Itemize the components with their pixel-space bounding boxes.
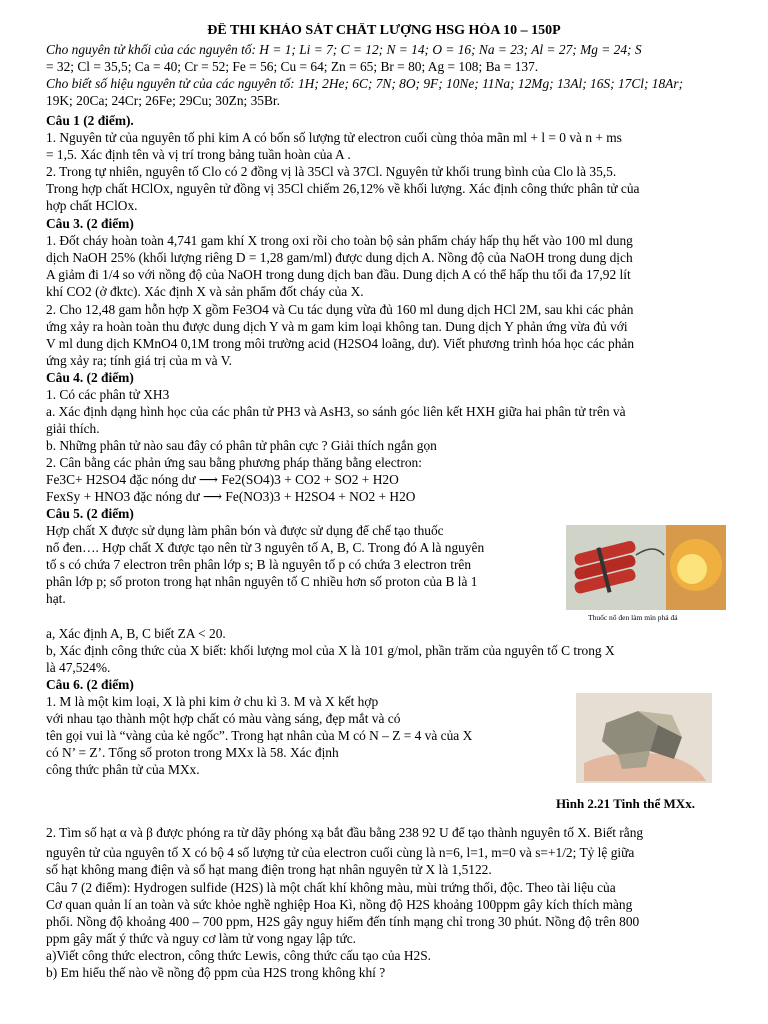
atomic-number-line: Cho biết số hiệu nguyên tử của các nguyên tố: 1H; 2He; 6C; 7N; 8O; 9F; 10Ne; 11Na; 12Mg; 13Al; 16S; 17Cl; 18Ar; — [46, 76, 684, 91]
question-text: 1. Đốt cháy hoàn toàn 4,741 gam khí X trong oxi rồi cho toàn bộ sản phẩm cháy hấp thụ hết vào 100 ml dung — [46, 233, 633, 248]
question-text: A giảm đi 1/4 so với nồng độ của NaOH trong dung dịch ban đầu. Dung dịch A có thể hấp thu tối đa 17,92 lít — [46, 267, 631, 282]
page-title: ĐỀ THI KHẢO SÁT CHẤT LƯỢNG HSG HÓA 10 – 150P — [207, 23, 561, 38]
question-text: Trong hợp chất HClOx, nguyên tử đồng vị 35Cl chiếm 26,12% về khối lượng. Xác định công thức phân tử của — [46, 181, 640, 196]
question-text: với nhau tạo thành một hợp chất có màu vàng sáng, đẹp mắt và có — [46, 711, 401, 726]
question-text: ứng xảy ra hoàn toàn thu được dung dịch Y và m gam kim loại không tan. Dung dịch Y phản ứng vừa đủ với — [46, 319, 628, 334]
question-text: a)Viết công thức electron, công thức Lewis, công thức cấu tạo của H2S. — [46, 948, 431, 963]
question-1-heading: Câu 1 (2 điểm). — [46, 113, 134, 128]
question-text: công thức phân tử của MXx. — [46, 762, 200, 777]
question-4-heading: Câu 4. (2 điểm) — [46, 370, 134, 385]
question-text: là 47,524%. — [46, 660, 111, 675]
atomic-number-line: 19K; 20Ca; 24Cr; 26Fe; 29Cu; 30Zn; 35Br. — [46, 93, 280, 108]
question-text: a, Xác định A, B, C biết ZA < 20. — [46, 626, 226, 641]
question-text: nguyên tử của nguyên tố X có bộ 4 số lượng tử của electron cuối cùng là n=6, l=1, m=0 và s=+1/2; Tỷ lệ giữa — [46, 845, 635, 860]
question-5-heading: Câu 5. (2 điểm) — [46, 506, 134, 521]
question-text: hợp chất HClOx. — [46, 198, 138, 213]
question-text: tố s có chứa 7 electron trên phân lớp s; B là nguyên tố p có chứa 3 electron trên — [46, 557, 472, 572]
question-text: 2. Cân bằng các phản ứng sau bằng phương pháp thăng bằng electron: — [46, 455, 422, 470]
question-text: hạt. — [46, 591, 66, 606]
equation-line: FexSy + HNO3 đặc nóng dư ⟶ Fe(NO3)3 + H2SO4 + NO2 + H2O — [46, 489, 416, 504]
question-6-heading: Câu 6. (2 điểm) — [46, 677, 134, 692]
question-text: nổ đen…. Hợp chất X được tạo nên từ 3 nguyên tố A, B, C. Trong đó A là nguyên — [46, 540, 485, 555]
question-text: phổi. Nồng độ khoảng 400 – 700 ppm, H2S gây nguy hiểm đến tính mạng chỉ trong 30 phút. Nồng độ trên 800 — [46, 914, 640, 929]
question-text: giải thích. — [46, 421, 100, 436]
question-text: a. Xác định dạng hình học của các phân tử PH3 và AsH3, so sánh góc liên kết HXH giữa hai phân tử trên và — [46, 404, 626, 419]
question-text: V ml dung dịch KMnO4 0,1M trong môi trường acid (H2SO4 loãng, dư). Viết phương trình hóa học các phản — [46, 336, 635, 351]
question-text: phân lớp p; số proton trong hạt nhân nguyên tố C nhiều hơn số proton của B là 1 — [46, 574, 478, 589]
question-3-heading: Câu 3. (2 điểm) — [46, 216, 134, 231]
atomic-mass-line: = 32; Cl = 35,5; Ca = 40; Cr = 52; Fe = 56; Cu = 64; Zn = 65; Br = 80; Ag = 108; Ba = 137. — [46, 59, 539, 74]
question-text: 1. Có các phân tử XH3 — [46, 387, 170, 402]
question-text: b) Em hiểu thế nào về nồng độ ppm của H2S trong không khí ? — [46, 965, 386, 980]
question-text: dịch NaOH 25% (khối lượng riêng D = 1,28 gam/ml) được dung dịch A. Nồng độ của NaOH trong dung dịch — [46, 250, 633, 265]
question-text: = 1,5. Xác định tên và vị trí trong bảng tuần hoàn của A . — [46, 147, 351, 162]
pyrite-caption: Hình 2.21 Tinh thể MXx. — [556, 796, 695, 811]
equation-line: Fe3C+ H2SO4 đặc nóng dư ⟶ Fe2(SO4)3 + CO2 + SO2 + H2O — [46, 472, 399, 487]
question-text: 2. Cho 12,48 gam hỗn hợp X gồm Fe3O4 và Cu tác dụng vừa đủ 160 ml dung dịch HCl 2M, sau khi các phản — [46, 302, 634, 317]
question-text: tên gọi vui là “vàng của kẻ ngốc”. Trong hạt nhân của M có N – Z = 4 và của X — [46, 728, 473, 743]
atomic-mass-line: Cho nguyên tử khối của các nguyên tố: H = 1; Li = 7; C = 12; N = 14; O = 16; Na = 23; Al = 27; Mg = 24; S — [46, 42, 642, 57]
question-text: b, Xác định công thức của X biết: khối lượng mol của X là 101 g/mol, phần trăm của nguyên tố C trong X — [46, 643, 615, 658]
question-7-text: Câu 7 (2 điểm): Hydrogen sulfide (H2S) là một chất khí không màu, mùi trứng thối, độc. Theo tài liệu của — [46, 880, 616, 895]
dynamite-caption: Thuốc nổ đen làm mìn phá đá — [588, 613, 678, 622]
question-text: Cơ quan quản lí an toàn và sức khỏe nghề nghiệp Hoa Kì, nồng độ H2S khoảng 100ppm gây kích thích màng — [46, 897, 633, 912]
question-text: 2. Trong tự nhiên, nguyên tố Clo có 2 đồng vị là 35Cl và 37Cl. Nguyên tử khối trung bình của Clo là 35,5. — [46, 164, 617, 179]
question-text: ppm gây mất ý thức và nguy cơ làm tử vong ngay lập tức. — [46, 931, 356, 946]
question-text: khí CO2 (ở đktc). Xác định X và sản phẩm đốt cháy của X. — [46, 284, 364, 299]
question-text: có N’ = Z’. Tổng số proton trong MXx là 58. Xác định — [46, 745, 339, 760]
question-text: 2. Tìm số hạt α và β được phóng ra từ dãy phóng xạ bắt đầu bằng 238 92 U để tạo thành nguyên tố X. Biết rằng — [46, 825, 644, 840]
dynamite-photo — [566, 525, 726, 610]
question-text: Hợp chất X được sử dụng làm phân bón và được sử dụng để chế tạo thuốc — [46, 523, 444, 538]
question-text: 1. Nguyên tử của nguyên tố phi kim A có bốn số lượng tử electron cuối cùng thỏa mãn ml + l = 0 và n + ms — [46, 130, 622, 145]
pyrite-photo — [576, 693, 712, 783]
question-text: ứng xảy ra; tính giá trị của m và V. — [46, 353, 233, 368]
question-text: b. Những phân tử nào sau đây có phân tử phân cực ? Giải thích ngắn gọn — [46, 438, 437, 453]
question-text: số hạt không mang điện và số hạt mang điện trong hạt nhân nguyên tử X là 1,5122. — [46, 862, 492, 877]
question-text: 1. M là một kim loại, X là phi kim ở chu kì 3. M và X kết hợp — [46, 694, 379, 709]
